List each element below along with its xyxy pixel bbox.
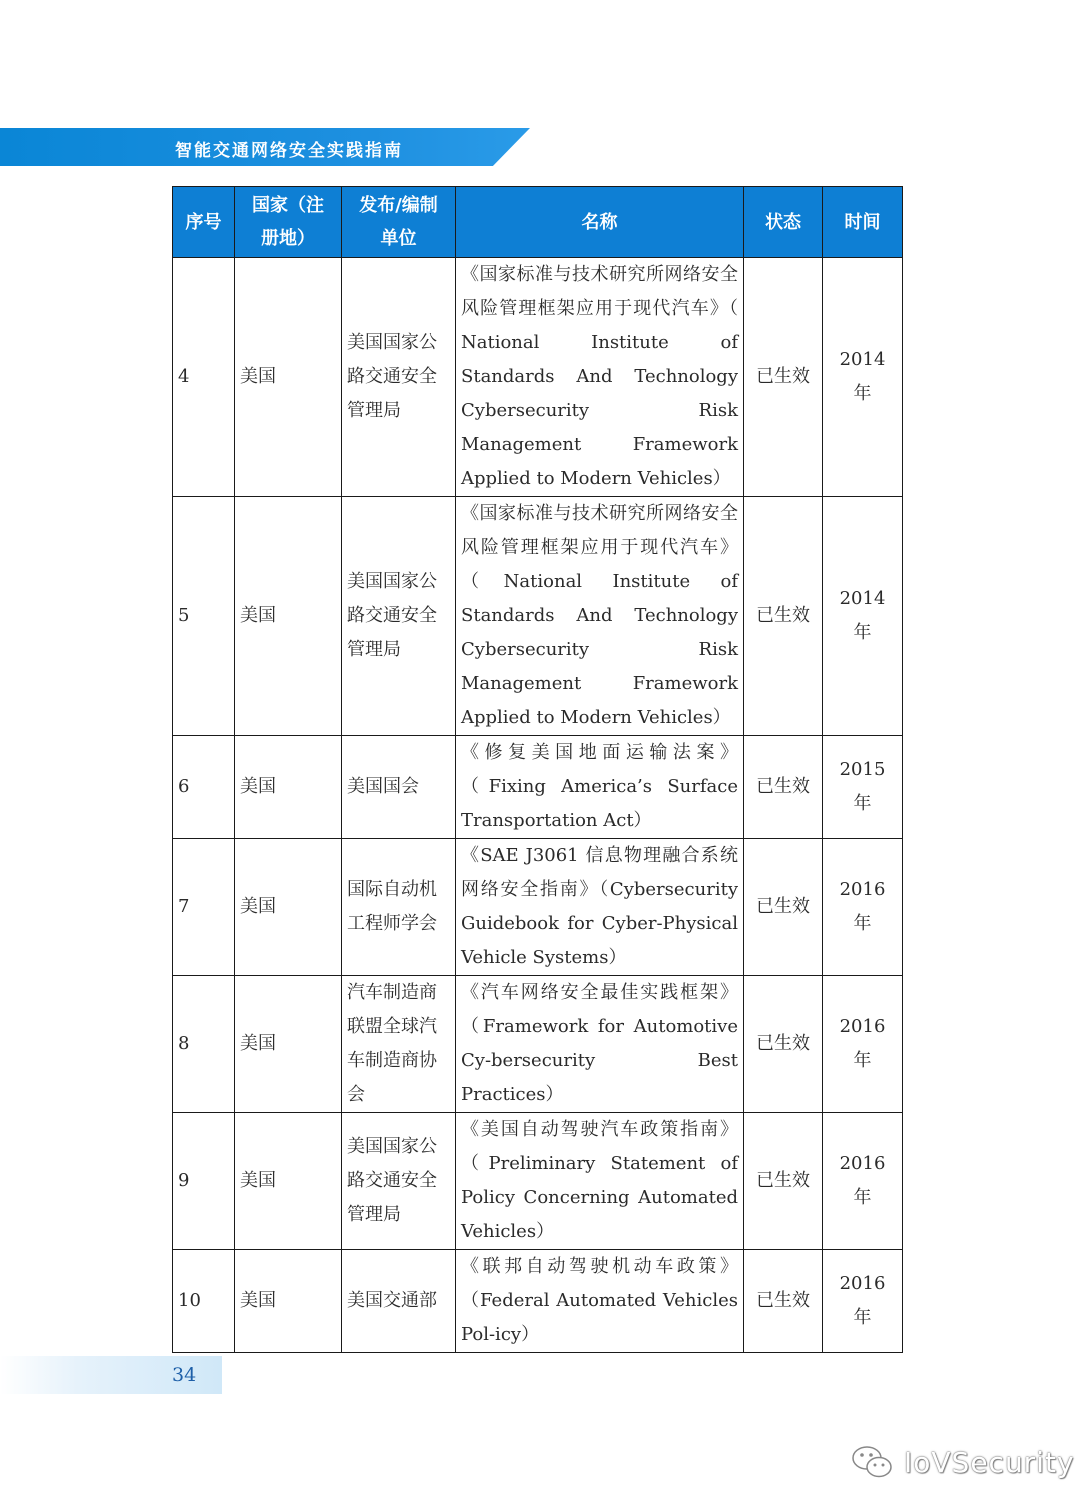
cell-time: 2016 年 [823,839,903,976]
col-header-issuer [342,187,456,258]
cell-issuer: 美国国家公路交通安全管理局 [342,258,456,497]
cell-country: 美国 [235,258,342,497]
cell-time: 2016 年 [823,1113,903,1250]
cell-status: 已生效 [744,1113,823,1250]
col-header-country-line1: 国家（注 [252,195,324,216]
col-header-country [235,187,342,258]
cell-time: 2016 年 [823,976,903,1113]
cell-issuer: 美国国家公路交通安全管理局 [342,497,456,736]
wechat-icon [850,1442,894,1482]
document-title: 智能交通网络安全实践指南 [175,141,403,161]
cell-time: 2015 年 [823,736,903,839]
table-row [173,839,903,976]
cell-time: 2014 年 [823,497,903,736]
cell-status: 已生效 [744,497,823,736]
cell-issuer: 国际自动机工程师学会 [342,839,456,976]
cell-name: 《国家标准与技术研究所网络安全风险管理框架应用于现代汽车》（ National Institute of Standards And Technology Cybersecurity Risk Management Framework Applied to Modern Vehicles） [456,258,744,497]
cell-name: 《修复美国地面运输法案》（Fixing America’s Surface Transportation Act） [456,736,744,839]
col-header-no: 序号 [173,187,235,258]
cell-status: 已生效 [744,736,823,839]
cell-name: 《美国自动驾驶汽车政策指南》（Preliminary Statement of Policy Concerning Automated Vehicles） [456,1113,744,1250]
cell-name: 《汽车网络安全最佳实践框架》（Framework for Automotive Cy-bersecurity Best Practices） [456,976,744,1113]
watermark [850,1440,1075,1484]
cell-time: 2014 年 [823,258,903,497]
table-header-row [173,187,903,258]
cell-issuer: 美国国会 [342,736,456,839]
cell-name: 《联邦自动驾驶机动车政策》（Federal Automated Vehicles Pol-icy） [456,1250,744,1353]
page-number: 34 [172,1364,197,1386]
col-header-time: 时间 [823,187,903,258]
cell-no: 5 [173,497,235,736]
cell-no: 6 [173,736,235,839]
cell-no: 7 [173,839,235,976]
cell-issuer: 美国交通部 [342,1250,456,1353]
cell-no: 10 [173,1250,235,1353]
cell-no: 8 [173,976,235,1113]
table-row [173,1250,903,1353]
cell-name: 《国家标准与技术研究所网络安全风险管理框架应用于现代汽车》（National Institute of Standards And Technology Cybersecurity Risk Management Framework Applied to Modern Vehicles） [456,497,744,736]
table-row [173,976,903,1113]
col-header-name: 名称 [456,187,744,258]
cell-country: 美国 [235,1113,342,1250]
cell-name: 《SAE J3061 信息物理融合系统网络安全指南》（Cybersecurity Guidebook for Cyber-Physical Vehicle Systems） [456,839,744,976]
cell-time: 2016 年 [823,1250,903,1353]
table-row [173,1113,903,1250]
standards-table [172,186,903,1353]
table-row [173,736,903,839]
col-header-issuer-line2: 单位 [380,228,417,249]
cell-issuer: 汽车制造商联盟全球汽车制造商协会 [342,976,456,1113]
cell-issuer: 美国国家公路交通安全管理局 [342,1113,456,1250]
watermark-text: IoVSecurity [904,1445,1075,1479]
cell-status: 已生效 [744,976,823,1113]
cell-no: 9 [173,1113,235,1250]
col-header-country-line2: 册地） [261,228,315,249]
cell-country: 美国 [235,497,342,736]
cell-no: 4 [173,258,235,497]
cell-country: 美国 [235,839,342,976]
cell-status: 已生效 [744,258,823,497]
col-header-status: 状态 [744,187,823,258]
table-row [173,497,903,736]
table-row [173,258,903,497]
cell-country: 美国 [235,736,342,839]
col-header-issuer-line1: 发布/编制 [359,195,438,216]
cell-status: 已生效 [744,1250,823,1353]
cell-country: 美国 [235,1250,342,1353]
cell-country: 美国 [235,976,342,1113]
cell-status: 已生效 [744,839,823,976]
